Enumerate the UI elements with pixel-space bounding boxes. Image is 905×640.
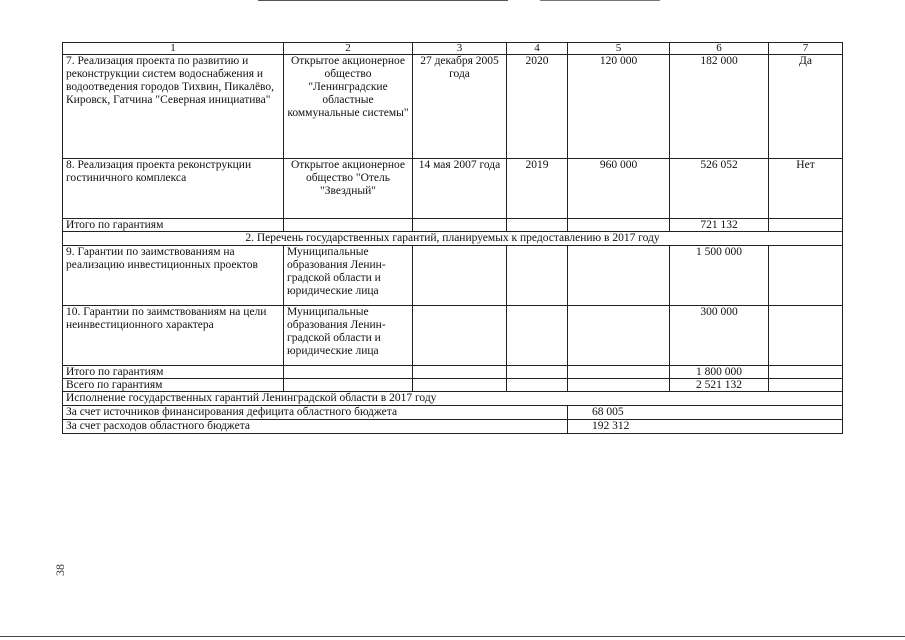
page-number: 38 [52,564,67,576]
table-row [63,55,843,159]
subtotal-row [63,366,843,379]
grand-total-row [63,379,843,392]
purpose-cell: 10. Гарантии по заимствованиям на цели неинвестиционного характера [63,306,284,366]
amount-cell: 120 000 [568,55,670,159]
amount-cell: 960 000 [568,159,670,219]
subtotal-value: 1 800 000 [670,366,769,379]
table-row [63,246,843,306]
purpose-cell: 9. Гарантии по заимствованиям на реализацию инвестиционных проектов [63,246,284,306]
regress-cell: Да [769,55,843,159]
column-number: 1 [63,43,284,55]
scan-edge-line [0,636,905,637]
execution-label: За счет источников финансирования дефицита областного бюджета [63,406,568,420]
column-number: 7 [769,43,843,55]
purpose-cell: 8. Реализация проекта реконструкции гостиничного комплекса [63,159,284,219]
column-number: 4 [507,43,568,55]
amount-cell: 1 500 000 [670,246,769,306]
year-cell: 2019 [507,159,568,219]
regress-cell: Нет [769,159,843,219]
principal-cell: Муниципальные образования Ленин-градской области и юридические лица [284,306,413,366]
balance-cell: 182 000 [670,55,769,159]
balance-cell: 526 052 [670,159,769,219]
grand-total-label: Всего по гарантиям [63,379,284,392]
execution-value: 192 312 [568,420,843,434]
principal-cell: Открытое акционерное общество "Отель "Звездный" [284,159,413,219]
amount-cell: 300 000 [670,306,769,366]
section-heading-row [63,232,843,246]
execution-label: За счет расходов областного бюджета [63,420,568,434]
subtotal-row [63,219,843,232]
date-cell: 27 декабря 2005 года [413,55,507,159]
execution-title: Исполнение государственных гарантий Ленинградской области в 2017 году [63,392,843,406]
guarantees-table [62,42,843,434]
section-heading-row [63,392,843,406]
execution-row [63,406,843,420]
year-cell: 2020 [507,55,568,159]
purpose-cell: 7. Реализация проекта по развитию и реконструкции систем водоснабжения и водоотведения городов Тихвин, Пикалёво, Кировск, Гатчина "Северная инициатива" [63,55,284,159]
grand-total-value: 2 521 132 [670,379,769,392]
column-number: 5 [568,43,670,55]
execution-value: 68 005 [568,406,843,420]
subtotal-value: 721 132 [670,219,769,232]
subtotal-label: Итого по гарантиям [63,219,284,232]
scan-edge-line [258,0,508,1]
column-number-row [63,43,843,55]
table-row [63,306,843,366]
subtotal-label: Итого по гарантиям [63,366,284,379]
execution-row [63,420,843,434]
column-number: 3 [413,43,507,55]
date-cell: 14 мая 2007 года [413,159,507,219]
column-number: 2 [284,43,413,55]
table-row [63,159,843,219]
principal-cell: Открытое акционерное общество "Ленинградские областные коммунальные системы" [284,55,413,159]
column-number: 6 [670,43,769,55]
section-title: 2. Перечень государственных гарантий, планируемых к предоставлению в 2017 году [63,232,843,246]
principal-cell: Муниципальные образования Ленин-градской области и юридические лица [284,246,413,306]
scan-edge-line [540,0,660,1]
